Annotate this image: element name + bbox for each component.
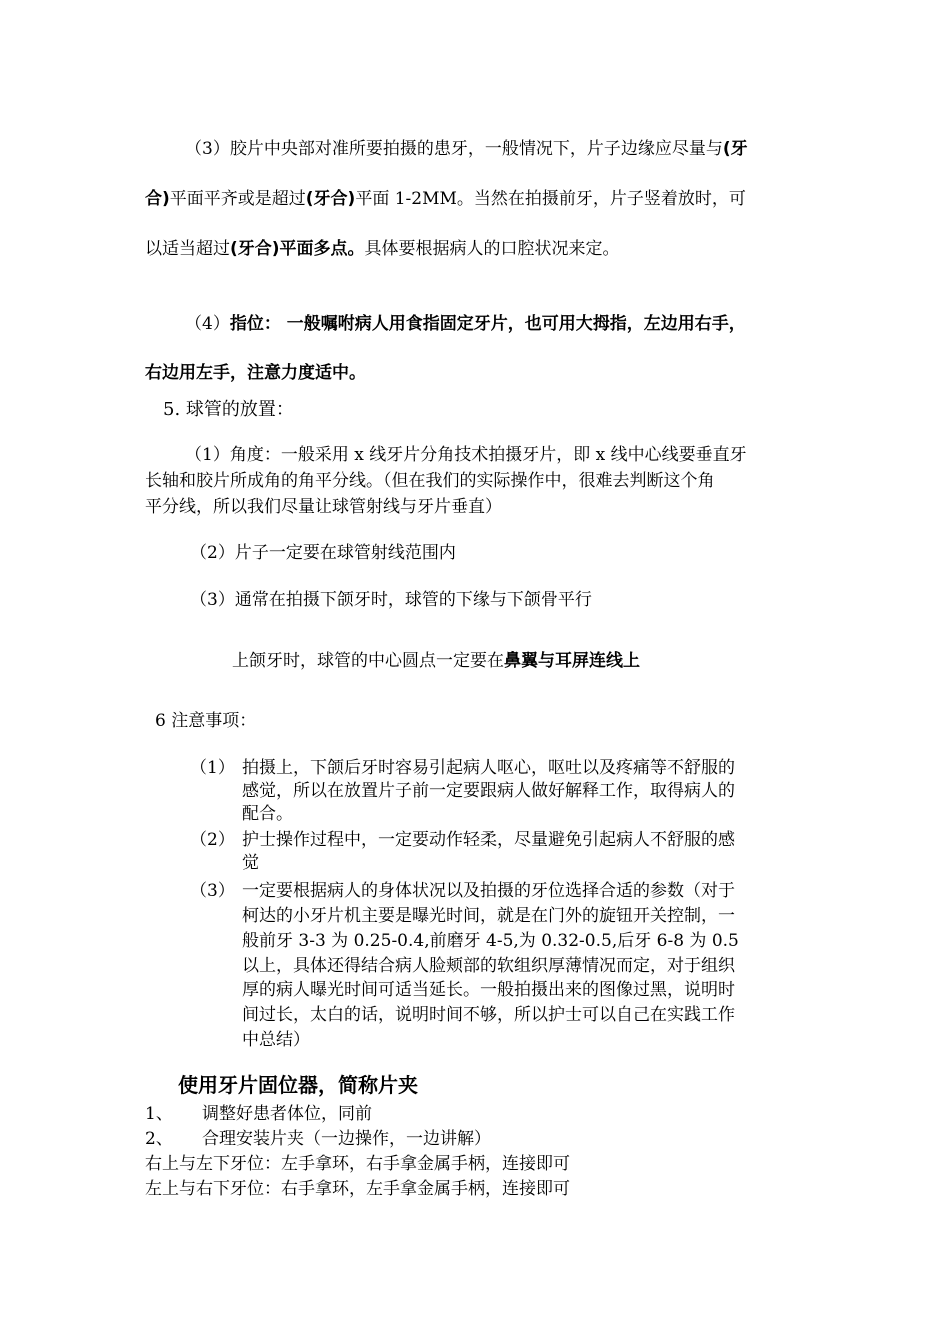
- bold-text: (牙合): [305, 189, 356, 209]
- p3-line-2: [145, 188, 746, 210]
- s5-upper-jaw: [232, 650, 640, 672]
- text: 平面 1-2MM。当然在拍摄前牙，片子竖着放时，可: [355, 189, 746, 209]
- holder-step-2: 合理安装片夹（一边操作，一边讲解）: [202, 1129, 491, 1149]
- text: 上颌牙时，球管的中心圆点一定要在: [232, 651, 504, 671]
- s6-item-3-line: 中总结）: [242, 1030, 310, 1050]
- s6-item-3-line: 厚的病人曝光时间可适当延长。一般拍摄出来的图像过黑，说明时: [242, 980, 735, 1000]
- holder-rule: 左上与右下牙位：右手拿环，左手拿金属手柄，连接即可: [145, 1179, 570, 1199]
- s6-item-2-number: （2）: [190, 830, 235, 850]
- holder-step-1: 调整好患者体位，同前: [202, 1104, 372, 1124]
- bold-text: (牙合)平面多点。: [230, 239, 365, 259]
- text: （3）胶片中央部对准所要拍摄的患牙，一般情况下，片子边缘应尽量与: [185, 139, 723, 159]
- p3-line-3: [145, 238, 620, 260]
- holder-step-1-number: 1、: [145, 1104, 173, 1124]
- holder-rule: 右上与左下牙位：左手拿环，右手拿金属手柄，连接即可: [145, 1154, 570, 1174]
- s6-item-3-number: （3）: [190, 881, 235, 901]
- s5-angle-line-2: 长轴和胶片所成角的角平分线。（但在我们的实际操作中，很难去判断这个角: [145, 471, 715, 491]
- s6-item-1-line: 拍摄上，下颌后牙时容易引起病人呕心，呕吐以及疼痛等不舒服的: [242, 758, 735, 778]
- p4-line-2: 右边用左手，注意力度适中。: [145, 363, 366, 383]
- s6-item-2-line: 觉: [242, 853, 259, 873]
- holder-title: 使用牙片固位器，简称片夹: [178, 1073, 418, 1097]
- s6-item-3-line: 柯达的小牙片机主要是曝光时间，就是在门外的旋钮开关控制，一: [242, 906, 735, 926]
- s6-item-1-number: （1）: [190, 758, 235, 778]
- holder-step-2-number: 2、: [145, 1129, 173, 1149]
- section-5-heading: 5. 球管的放置：: [163, 399, 294, 420]
- section-6-heading: 6 注意事项：: [155, 711, 257, 731]
- s5-item-2: （2）片子一定要在球管射线范围内: [190, 543, 456, 563]
- bold-text: 合): [145, 189, 170, 209]
- text: 具体要根据病人的口腔状况来定。: [364, 239, 620, 259]
- text: 以适当超过: [145, 239, 230, 259]
- s5-angle-line-3: 平分线，所以我们尽量让球管射线与牙片垂直）: [145, 497, 502, 517]
- p4-line-1: [185, 313, 746, 335]
- s6-item-1-line: 感觉，所以在放置片子前一定要跟病人做好解释工作，取得病人的: [242, 781, 735, 801]
- s6-item-1-line: 配合。: [242, 804, 293, 824]
- text: （4）: [185, 314, 230, 334]
- s5-item-3: （3）通常在拍摄下颌牙时，球管的下缘与下颌骨平行: [190, 590, 592, 610]
- s6-item-3-line: 般前牙 3-3 为 0.25-0.4,前磨牙 4-5,为 0.32-0.5,后牙 6-8 为 0.5: [242, 931, 739, 951]
- bold-text: 指位： 一般嘱咐病人用食指固定牙片，也可用大拇指，左边用右手，: [229, 314, 746, 334]
- p3-line-1: [185, 138, 748, 160]
- s6-item-2-line: 护士操作过程中，一定要动作轻柔，尽量避免引起病人不舒服的感: [242, 830, 735, 850]
- bold-text: 鼻翼与耳屏连线上: [504, 651, 640, 671]
- bold-text: (牙: [722, 139, 748, 159]
- s6-item-3-line: 以上，具体还得结合病人脸颊部的软组织厚薄情况而定，对于组织: [242, 956, 735, 976]
- text: 平面平齐或是超过: [169, 189, 306, 209]
- s5-angle-line-1: （1）角度：一般采用 x 线牙片分角技术拍摄牙片，即 x 线中心线要垂直牙: [185, 445, 747, 465]
- s6-item-3-line: 间过长，太白的话，说明时间不够，所以护士可以自己在实践工作: [242, 1005, 735, 1025]
- s6-item-3-line: 一定要根据病人的身体状况以及拍摄的牙位选择合适的参数（对于: [242, 881, 735, 901]
